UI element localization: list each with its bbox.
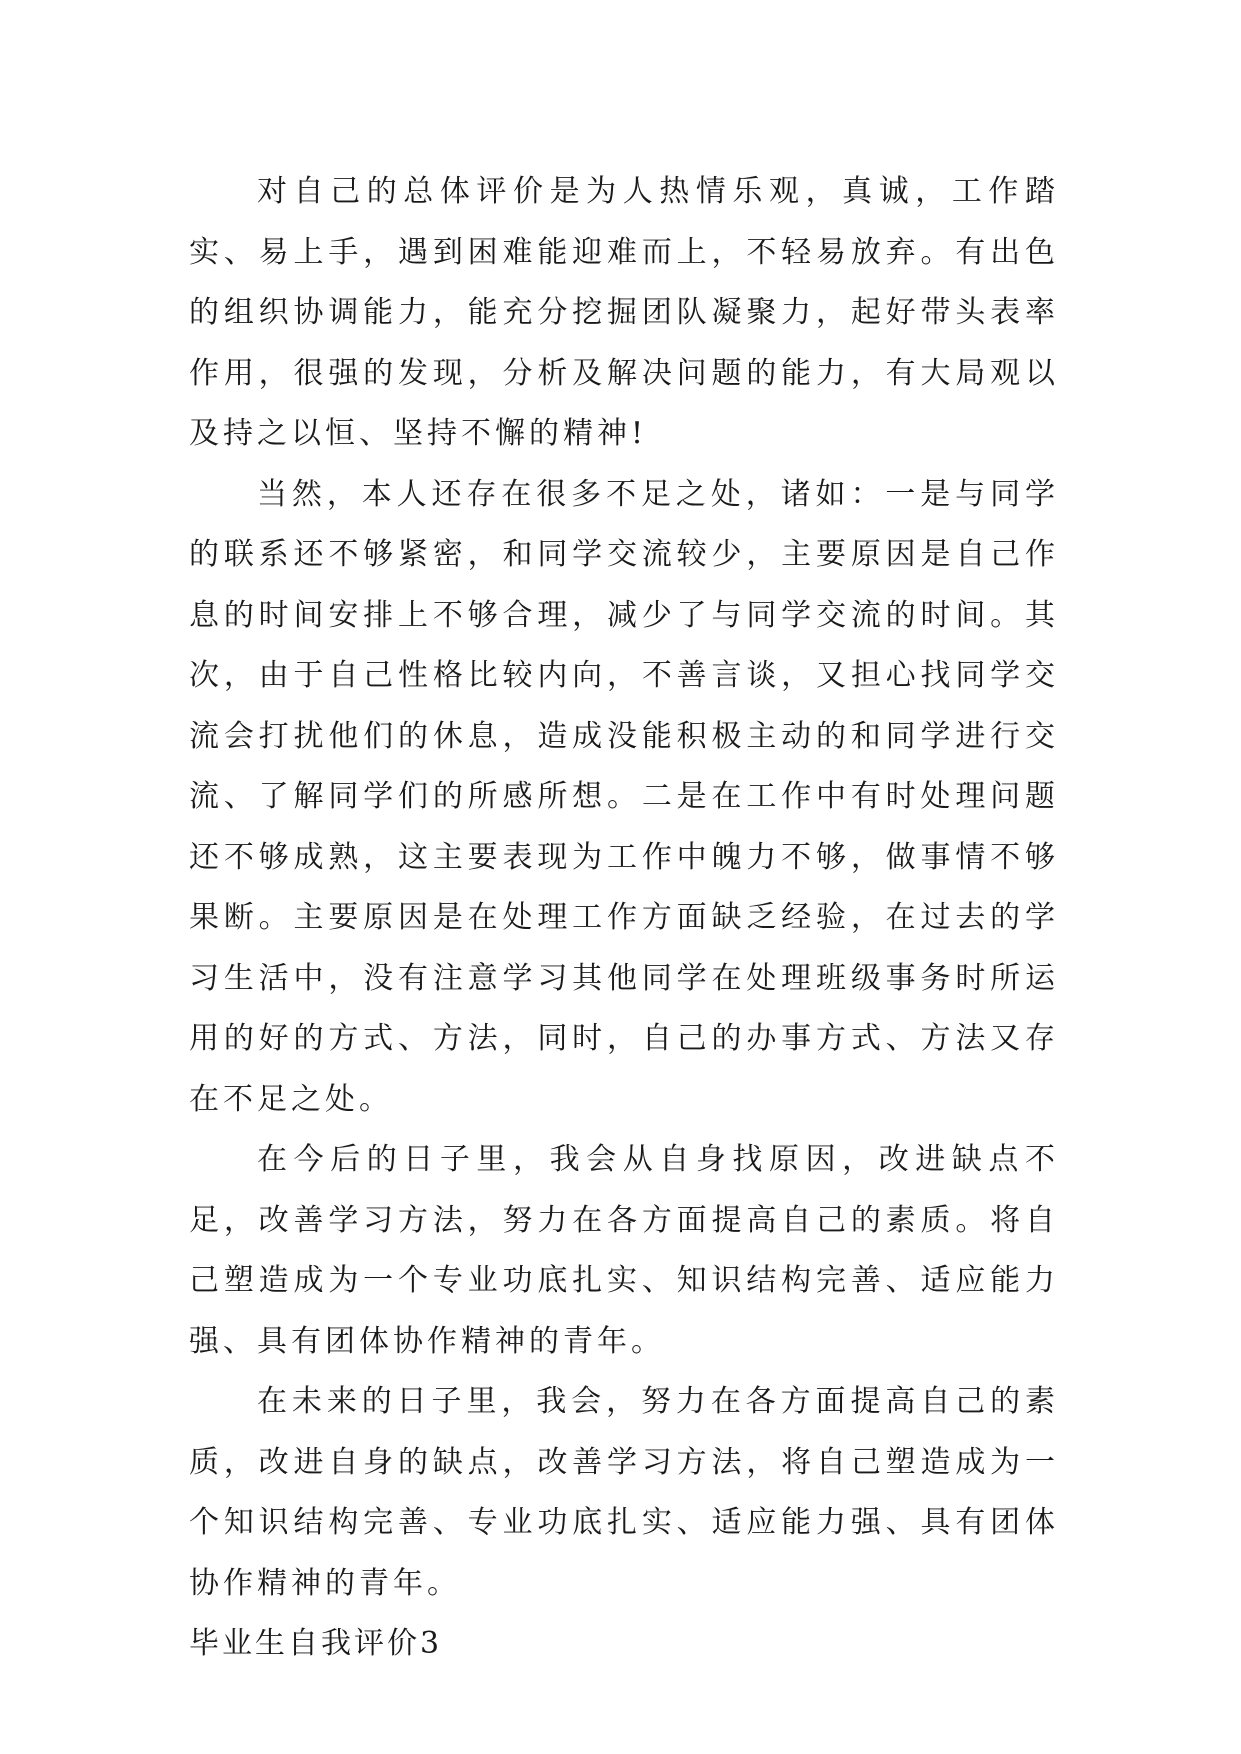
paragraph-overall-evaluation: 对自己的总体评价是为人热情乐观，真诚，工作踏实、易上手，遇到困难能迎难而上，不轻易放弃。有出色的组织协调能力，能充分挖掘团队凝聚力，起好带头表率作用，很强的发现，分析及解决问题的能力，有大局观以及持之以恒、坚持不懈的精神! (189, 174, 1059, 451)
document-body (189, 162, 1059, 1675)
section-heading: 毕业生自我评价3 (189, 1626, 443, 1661)
paragraph-shortcomings: 当然，本人还存在很多不足之处，诸如：一是与同学的联系还不够紧密，和同学交流较少，主要原因是自己作息的时间安排上不够合理，减少了与同学交流的时间。其次，由于自己性格比较内向，不善言谈，又担心找同学交流会打扰他们的休息，造成没能积极主动的和同学进行交流、了解同学们的所感所想。二是在工作中有时处理问题还不够成熟，这主要表现为工作中魄力不够，做事情不够果断。主要原因是在处理工作方面缺乏经验，在过去的学习生活中，没有注意学习其他同学在处理班级事务时所运用的好的方式、方法，同时，自己的办事方式、方法又存在不足之处。 (189, 476, 1059, 1117)
paragraph-future-plan: 在今后的日子里，我会从自身找原因，改进缺点不足，改善学习方法，努力在各方面提高自己的素质。将自己塑造成为一个专业功底扎实、知识结构完善、适应能力强、具有团体协作精神的青年。 (189, 1142, 1059, 1359)
paragraph-future-goals: 在未来的日子里，我会，努力在各方面提高自己的素质，改进自身的缺点，改善学习方法，将自己塑造成为一个知识结构完善、专业功底扎实、适应能力强、具有团体协作精神的青年。 (189, 1384, 1059, 1601)
